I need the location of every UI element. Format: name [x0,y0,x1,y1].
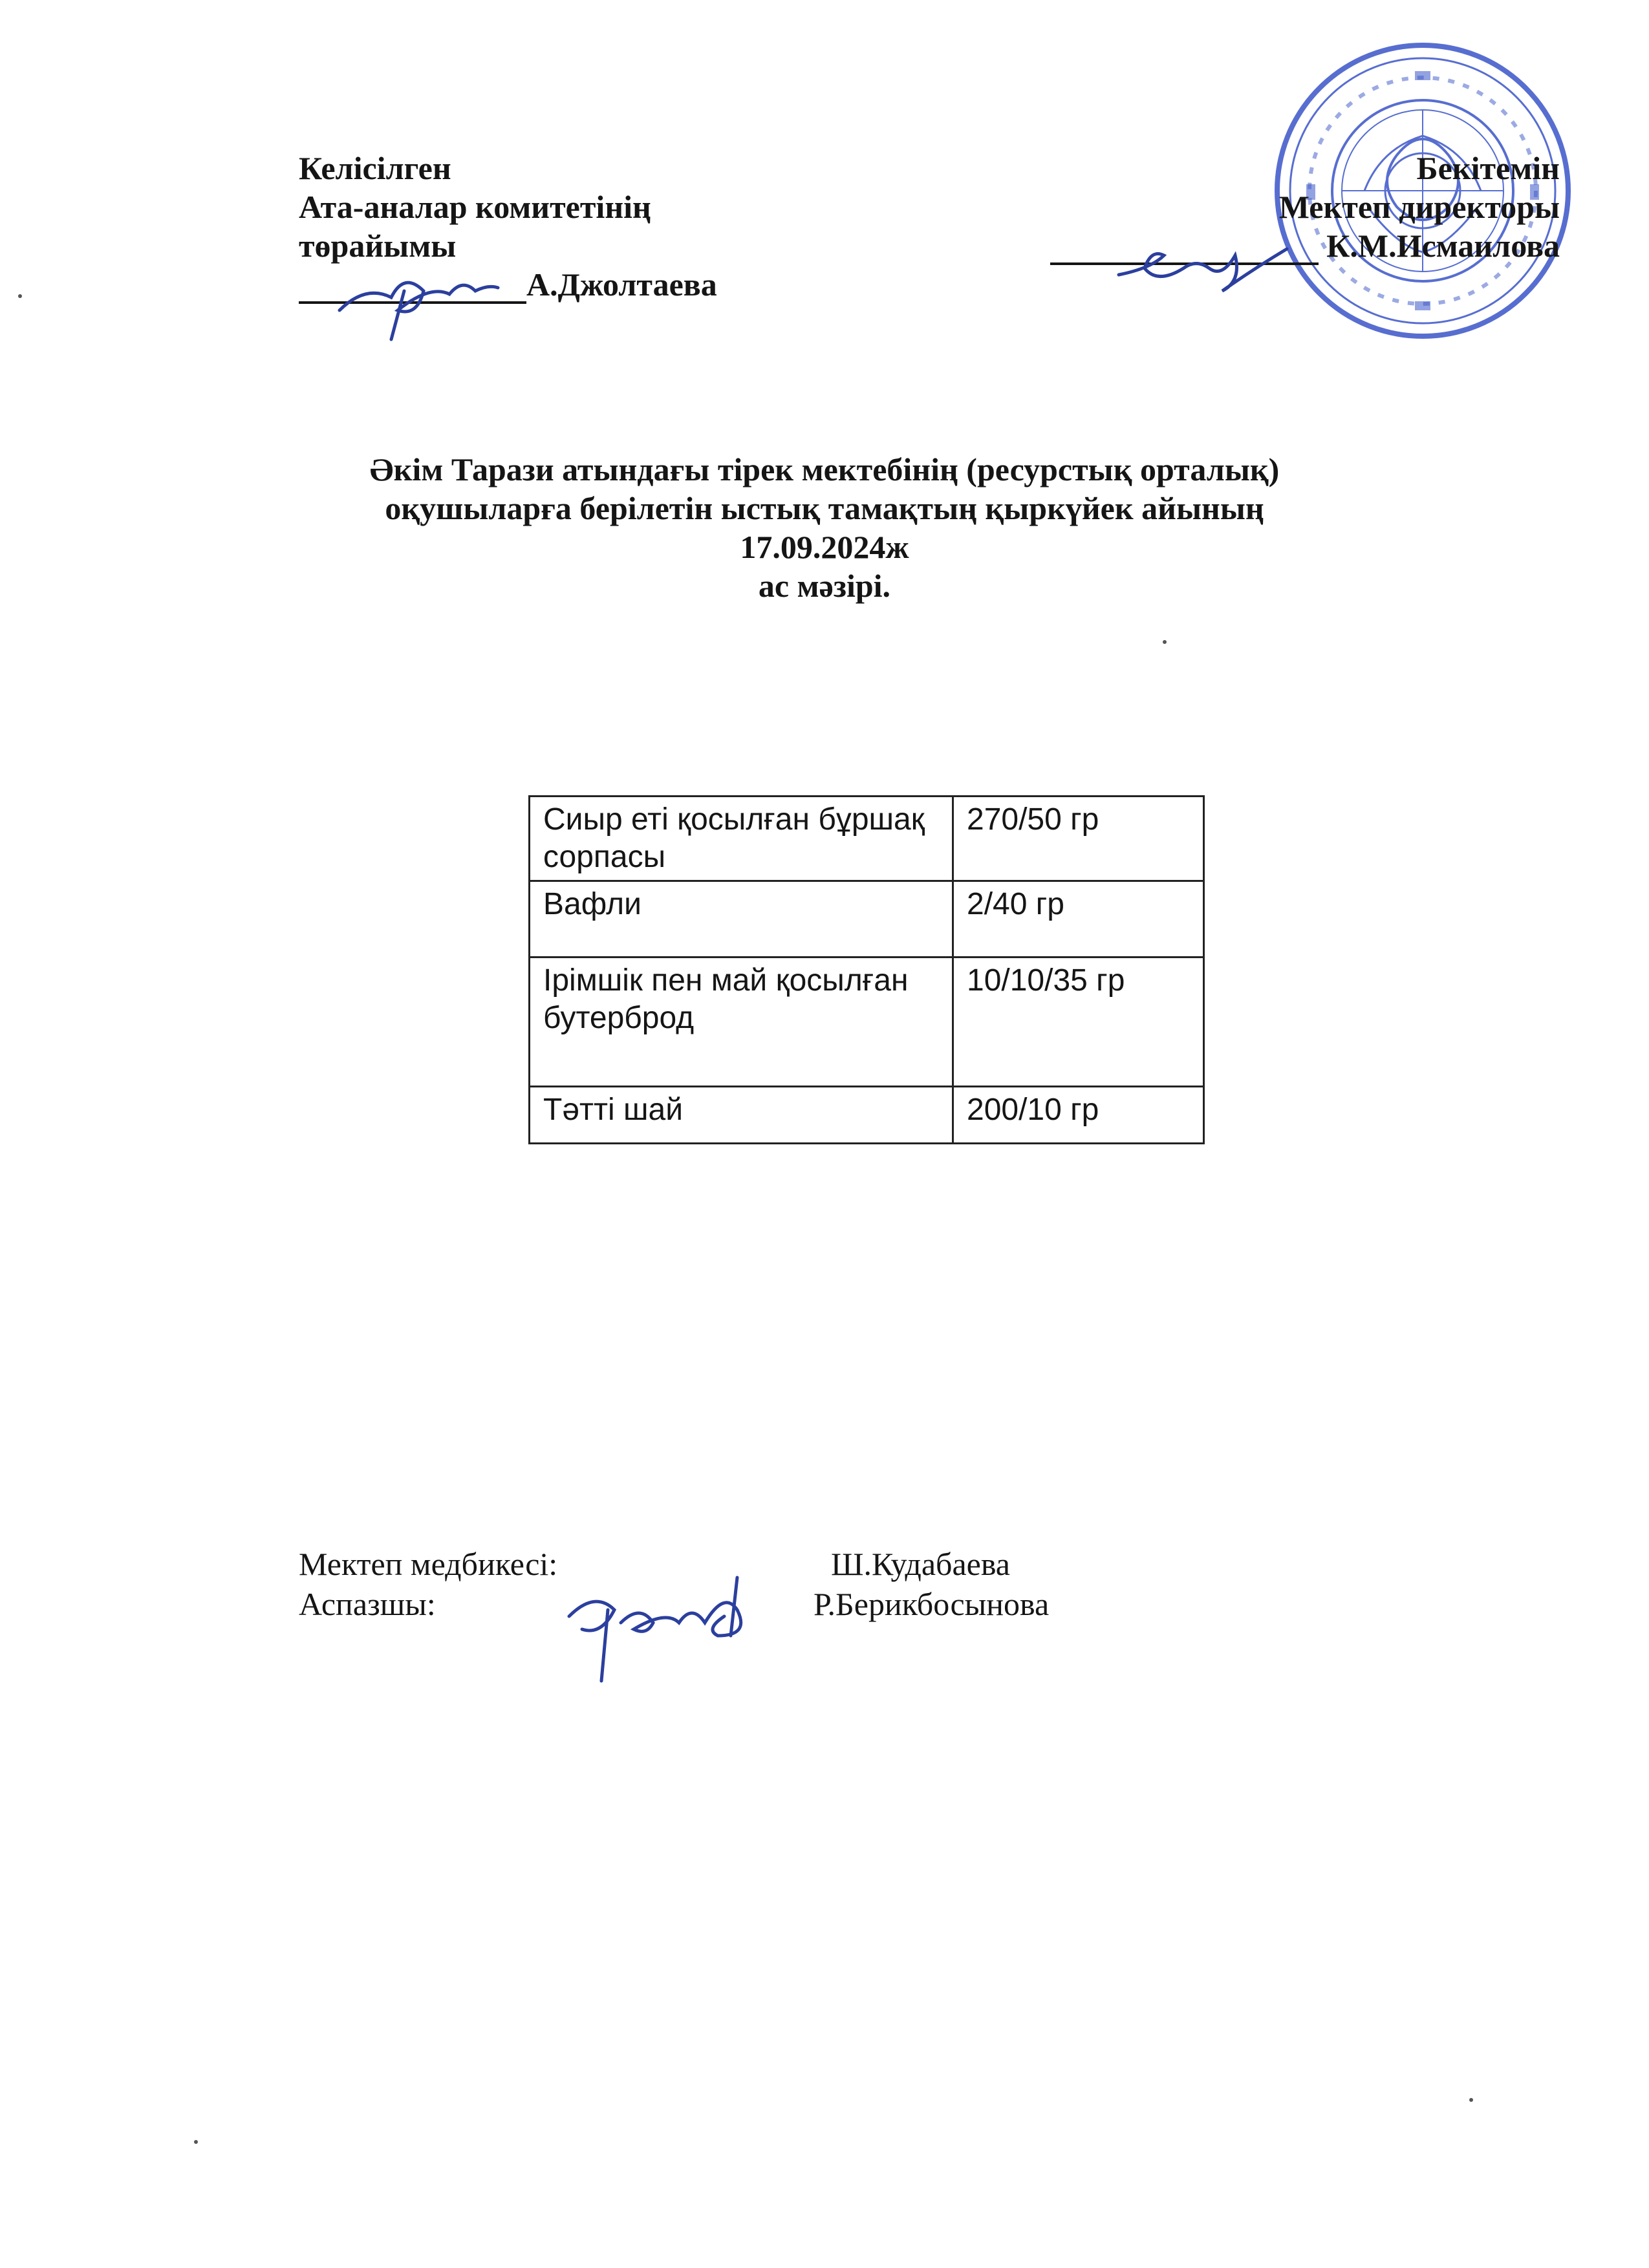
agreed-heading: Келісілген [299,150,451,186]
scan-speck [1163,640,1167,644]
cook-role: Аспазшы: [299,1586,436,1622]
cook-signature-icon [556,1565,770,1687]
approved-block [1050,149,1560,265]
menu-title-line-4: ас мәзірі. [758,568,891,604]
scan-speck [194,2140,198,2144]
scan-speck [1469,2098,1473,2102]
table-row [530,797,1204,881]
cook-name: Р.Берикбосынова [814,1586,1050,1622]
approved-director-line: Мектеп директоры [1278,189,1560,225]
approved-heading: Бекітемін [1416,150,1560,186]
nurse-role: Мектеп медбикесі: [299,1546,558,1582]
nurse-name: Ш.Кудабаева [831,1546,1010,1582]
menu-title-date: 17.09.2024ж [740,529,909,565]
scan-speck [18,294,22,298]
agreed-chairwoman-line: төрайымы [299,228,457,264]
agreed-signature-line [299,269,526,304]
menu-title-line-1: Әкім Тарази атындағы тірек мектебінің (ресурстық орталық) [369,451,1280,487]
agreed-committee-line: Ата-аналар комитетінің [299,189,651,225]
dish-name: Ірімшік пен май қосылған бутерброд [530,957,953,1087]
approved-signature-line [1050,230,1319,265]
dish-portion: 270/50 гр [953,797,1204,881]
menu-table [528,795,1205,1144]
table-row [530,1087,1204,1144]
dish-portion: 10/10/35 гр [953,957,1204,1087]
approved-signer-name: К.М.Исмаилова [1326,228,1560,264]
agreed-signature-row [299,265,717,304]
approved-signature-row [1050,226,1560,265]
dish-portion: 200/10 гр [953,1087,1204,1144]
dish-name: Тәтті шай [530,1087,953,1144]
menu-title [0,450,1649,605]
dish-name: Сиыр еті қосылған бұршақ сорпасы [530,797,953,881]
agreed-block [299,149,717,304]
agreed-signer-name: А.Джолтаева [526,266,717,303]
table-row [530,957,1204,1087]
dish-portion: 2/40 гр [953,881,1204,957]
table-row [530,881,1204,957]
dish-name: Вафли [530,881,953,957]
menu-title-line-2: оқушыларға берілетін ыстық тамақтың қыркүйек айының [385,490,1264,526]
